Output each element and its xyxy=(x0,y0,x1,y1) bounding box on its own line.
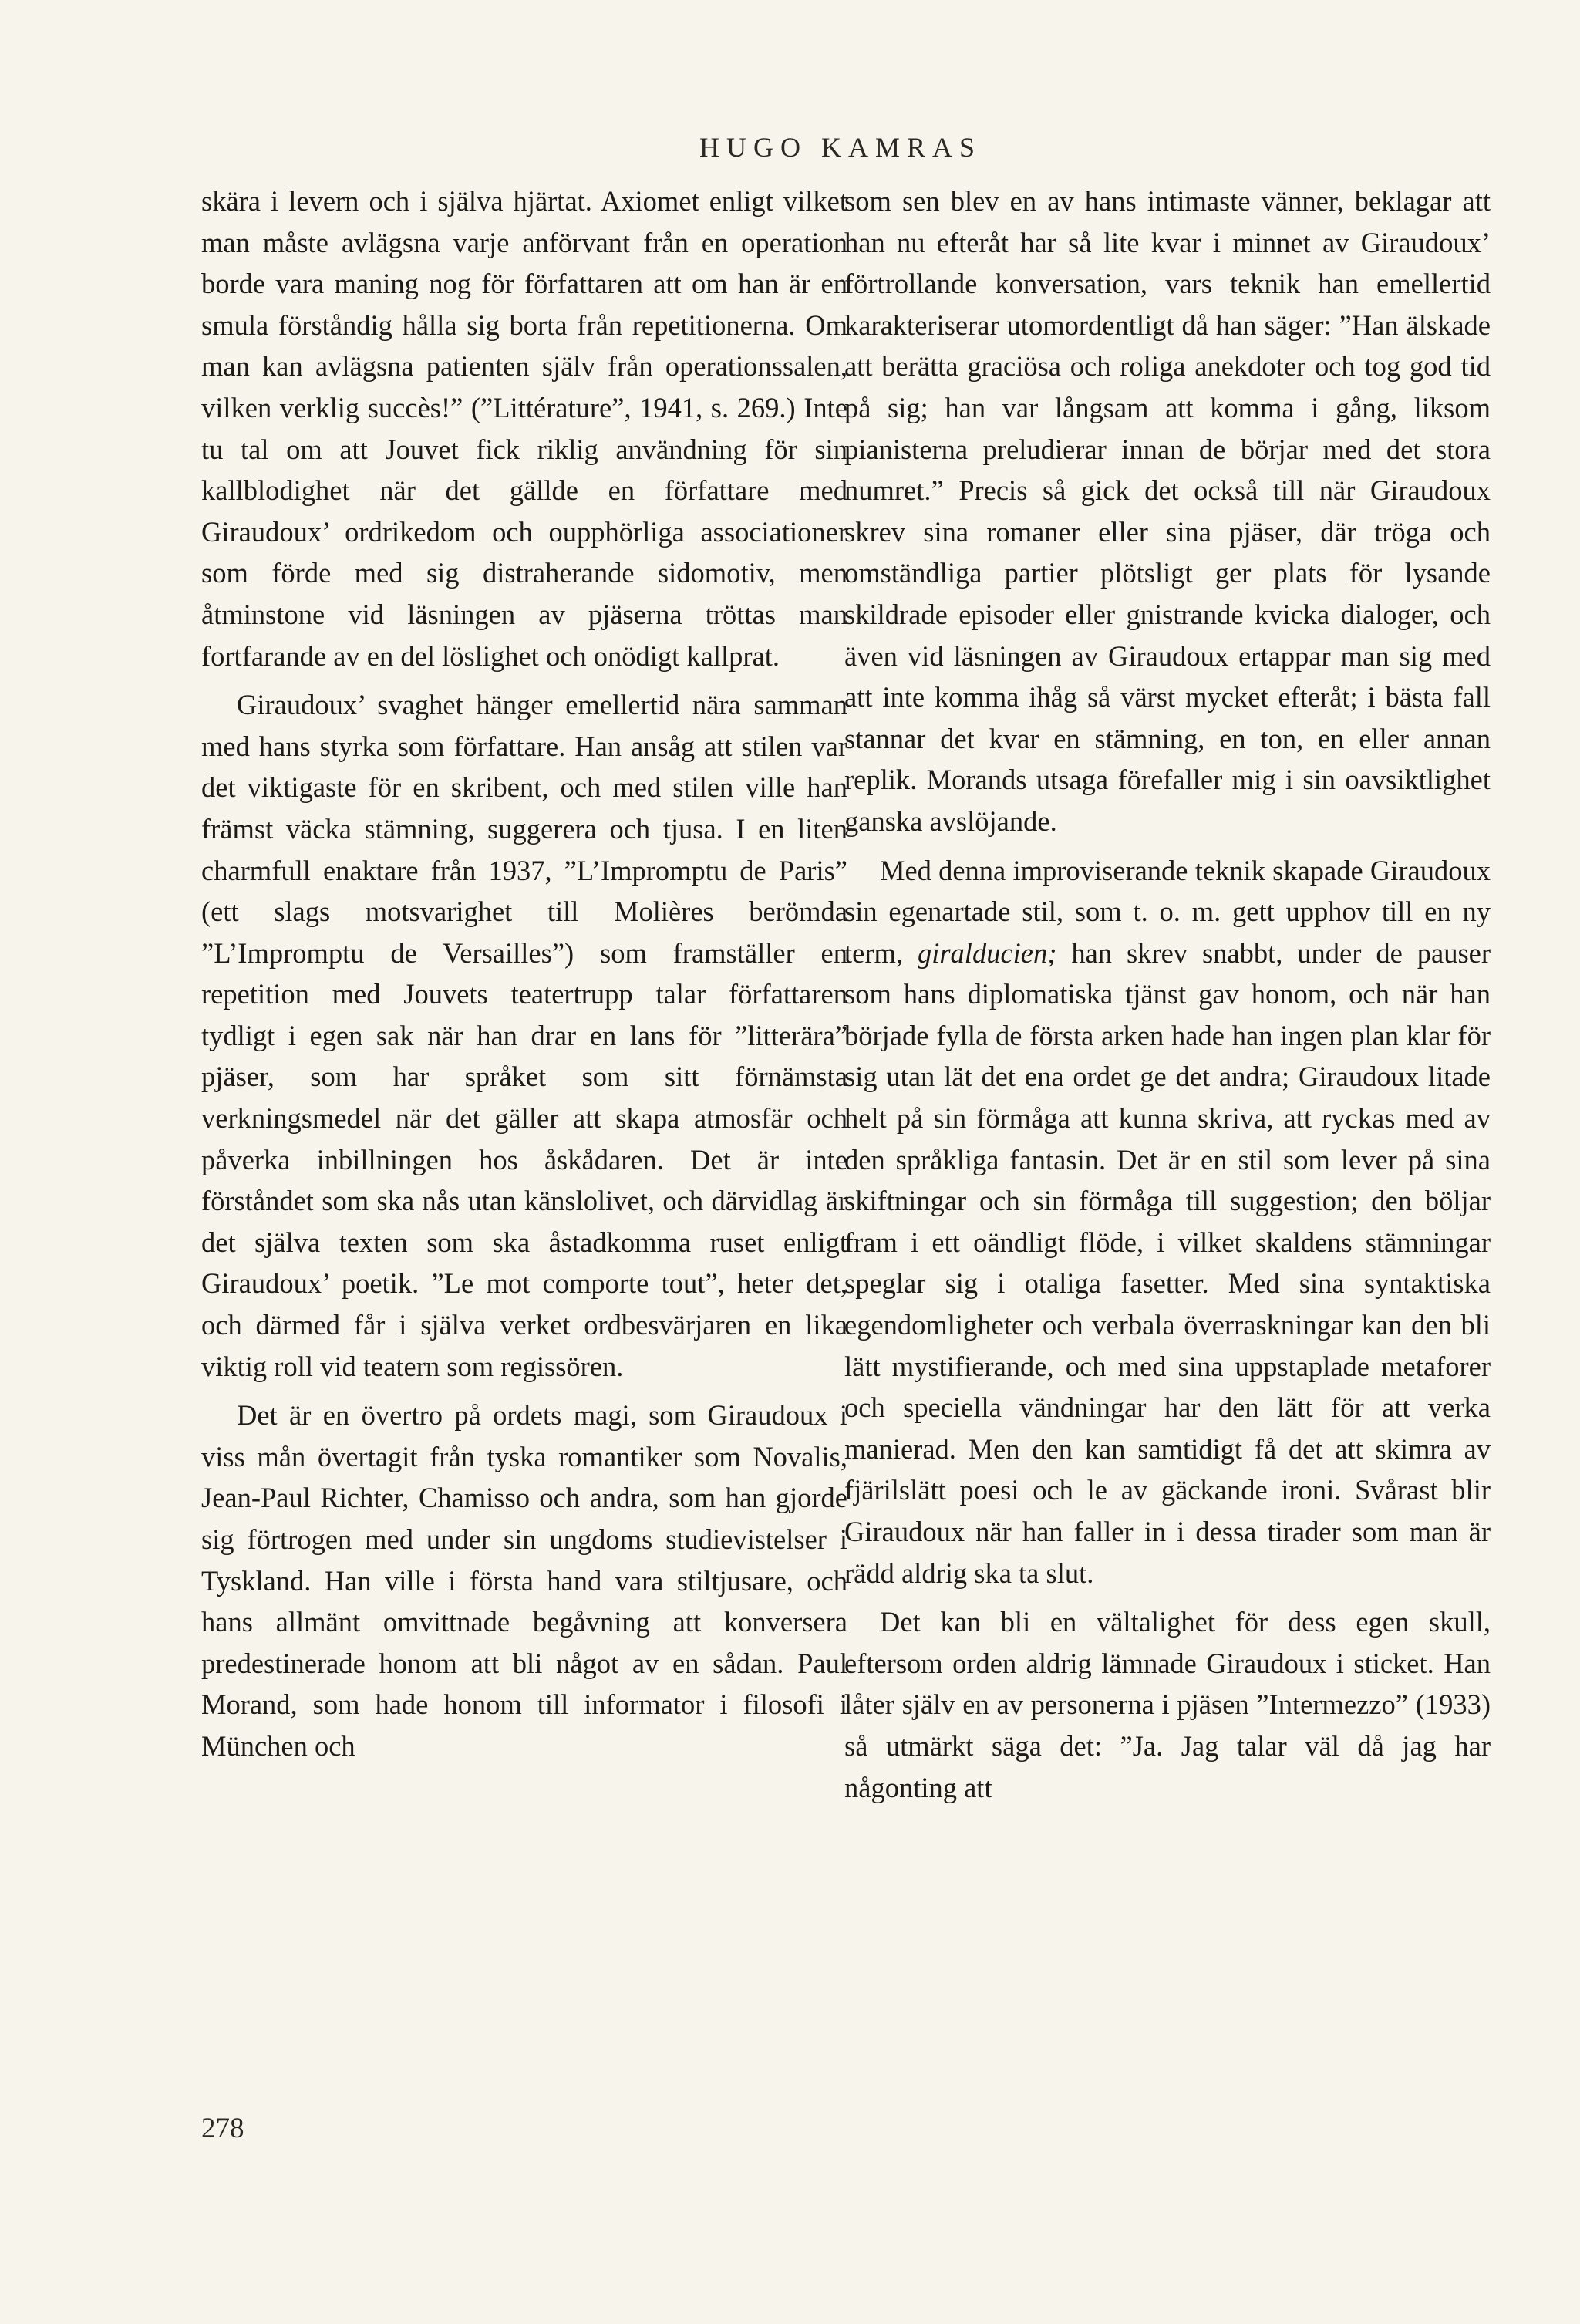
left-column xyxy=(201,180,847,1767)
left-paragraph-3: Det är en övertro på ordets magi, som Giraudoux i viss mån övertagit från tyska romantiker som Novalis, Jean-Paul Richter, Chamisso och andra, som han gjorde sig förtrogen med under sin ungdoms studievistelser i Tyskland. Han ville i första hand vara stiltjusare, och hans allmänt omvittnade begåvning att konversera predestinerade honom att bli något av en sådan. Paul Morand, som hade honom till informator i filosofi i München och xyxy=(201,1399,847,1762)
right-paragraph-2 xyxy=(844,850,1491,1594)
page-number: 278 xyxy=(201,2113,244,2144)
right-paragraph-2-text-b: han skrev snabbt, under de pauser som hans diplomatiska tjänst gav honom, och när han började fylla de första arken hade han ingen plan klar för sig utan lät det ena ordet ge det andra; Giraudoux litade helt på sin förmåga att kunna skriva, att ryckas med av den språkliga fantasin. Det är en stil som lever på sina skiftningar och sin förmåga till suggestion; den böljar fram i ett oändligt flöde, i vilket skaldens stämningar speglar sig i otaliga fasetter. Med sina syntaktiska egendomligheter och verbala överraskningar kan den bli lätt mystifierande, och med sina uppstaplade metaforer och speciella vändningar har den lätt för att verka manierad. Men den kan samtidigt få det att skimra av fjärilslätt poesi och le av gäckande ironi. Svårast blir Giraudoux när han faller in i dessa tirader som man är rädd aldrig ska ta slut. xyxy=(844,936,1491,1589)
right-paragraph-3: Det kan bli en vältalighet för dess egen skull, eftersom orden aldrig lämnade Giraudoux i sticket. Han låter själv en av personerna i pjäsen ”Intermezzo” (1933) så utmärkt säga det: ”Ja. Jag talar väl då jag har någonting att xyxy=(844,1606,1491,1803)
running-head: HUGO KAMRAS xyxy=(699,132,982,163)
right-column xyxy=(844,180,1491,1808)
italic-term: giralducien; xyxy=(917,936,1057,969)
right-paragraph-1: som sen blev en av hans intimaste vänner, beklagar att han nu efteråt har så lite kvar i minnet av Giraudoux’ förtrollande konversation, vars teknik han emellertid karakteriserar utomordentligt då han säger: ”Han älskade att berätta graciösa och roliga anekdoter och tog god tid på sig; han var långsam att komma i gång, liksom pianisterna preludierar innan de börjar med det stora numret.” Precis så gick det också till när Giraudoux skrev sina romaner eller sina pjäser, där tröga och omständliga partier plötsligt ger plats för lysande skildrade episoder eller gnistrande kvicka dialoger, och även vid läsningen av Giraudoux ertappar man sig med att inte komma ihåg så värst mycket efteråt; i bästa fall stannar det kvar en stämning, en ton, en eller annan replik. Morands utsaga förefaller mig i sin oavsiktlighet ganska avslöjande. xyxy=(844,185,1491,837)
left-paragraph-2: Giraudoux’ svaghet hänger emellertid nära samman med hans styrka som författare. Han ansåg att stilen var det viktigaste för en skribent, och med stilen ville han främst väcka stämning, suggerera och tjusa. I en liten charmfull enaktare från 1937, ”L’Impromptu de Paris” (ett slags motsvarighet till Molières berömda ”L’Impromptu de Versailles”) som framställer en repetition med Jouvets teatertrupp talar författaren tydligt i egen sak när han drar en lans för ”litterära” pjäser, som har språket som sitt förnämsta verkningsmedel när det gäller att skapa atmosfär och påverka inbillningen hos åskådaren. Det är inte förståndet som ska nås utan känslolivet, och därvidlag är det själva texten som ska åstadkomma ruset enligt Giraudoux’ poetik. ”Le mot comporte tout”, heter det, och därmed får i själva verket ordbesvärjaren en lika viktig roll vid teatern som regissören. xyxy=(201,689,847,1382)
right-paragraph-2-text-a: Med denna improviserande teknik skapade Giraudoux sin egenartade stil, som t. o. m. gett upphov till en ny term, xyxy=(844,854,1491,969)
left-paragraph-1: skära i levern och i själva hjärtat. Axiomet enligt vilket man måste avlägsna varje anförvant från en operation borde vara maning nog för författaren att om han är en smula förståndig hålla sig borta från repetitionerna. Om man kan avlägsna patienten själv från operationssalen, vilken verklig succès!” (”Littérature”, 1941, s. 269.) Inte tu tal om att Jouvet fick riklig användning för sin kallblodighet när det gällde en författare med Giraudoux’ ordrikedom och oupphörliga associationer som förde med sig distraherande sidomotiv, men åtminstone vid läsningen av pjäserna tröttas man fortfarande av en del löslighet och onödigt kallprat. xyxy=(201,185,847,672)
